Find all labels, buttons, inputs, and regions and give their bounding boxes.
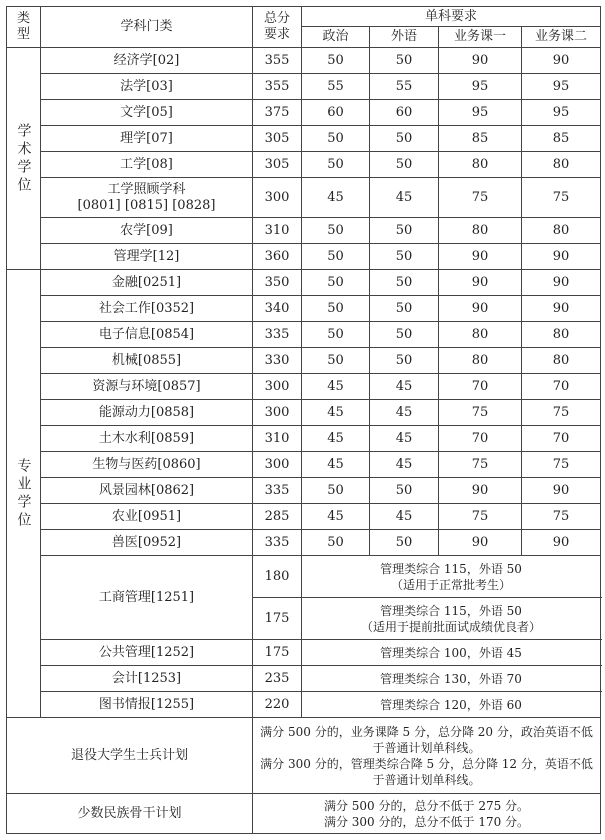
foreign-cell: 50 bbox=[370, 478, 439, 504]
c2-cell: 95 bbox=[522, 74, 601, 100]
subject-name: 工学[08] bbox=[120, 156, 173, 172]
c2-cell: 75 bbox=[522, 400, 601, 426]
note-line: （适用于正常批考生） bbox=[391, 577, 512, 592]
politics-cell: 45 bbox=[302, 426, 370, 452]
total-cell: 335 bbox=[253, 322, 302, 348]
table-row bbox=[7, 152, 601, 178]
header-course1: 业务课一 bbox=[439, 27, 522, 48]
total-cell: 305 bbox=[253, 152, 302, 178]
total-cell: 350 bbox=[253, 270, 302, 296]
subject-cell: 工商管理[1251] bbox=[41, 556, 253, 640]
foreign-cell: 45 bbox=[370, 374, 439, 400]
c2-cell: 90 bbox=[522, 244, 601, 270]
total-cell: 310 bbox=[253, 218, 302, 244]
foreign-cell: 50 bbox=[370, 348, 439, 374]
total-cell: 235 bbox=[253, 666, 302, 692]
c2-cell: 80 bbox=[522, 152, 601, 178]
politics-cell: 45 bbox=[302, 452, 370, 478]
total-cell: 335 bbox=[253, 478, 302, 504]
subject-name: 工学照顾学科 bbox=[107, 181, 186, 197]
politics-cell: 50 bbox=[302, 530, 370, 556]
c2-cell: 95 bbox=[522, 100, 601, 126]
subject-cell: 兽医[0952] bbox=[41, 530, 253, 556]
table-row bbox=[7, 452, 601, 478]
table-row bbox=[7, 400, 601, 426]
total-cell: 305 bbox=[253, 126, 302, 152]
total-cell: 335 bbox=[253, 530, 302, 556]
note-line: 管理类综合 115，外语 50 bbox=[380, 603, 522, 618]
table-row bbox=[7, 640, 601, 666]
politics-cell: 45 bbox=[302, 504, 370, 530]
politics-cell: 45 bbox=[302, 178, 370, 218]
foreign-cell: 60 bbox=[370, 100, 439, 126]
c1-cell: 90 bbox=[439, 478, 522, 504]
c1-cell: 90 bbox=[439, 270, 522, 296]
foreign-cell: 45 bbox=[370, 400, 439, 426]
note-line: 满分 500 分的，总分不低于 275 分。 bbox=[323, 798, 530, 813]
politics-cell: 50 bbox=[302, 348, 370, 374]
c2-cell: 90 bbox=[522, 296, 601, 322]
subject-cell: 风景园林[0862] bbox=[41, 478, 253, 504]
table-row bbox=[7, 556, 601, 598]
c1-cell: 70 bbox=[439, 374, 522, 400]
note-line: 于普通计划单科线。 bbox=[372, 772, 481, 787]
politics-cell: 50 bbox=[302, 152, 370, 178]
foreign-cell: 50 bbox=[370, 244, 439, 270]
politics-cell: 45 bbox=[302, 400, 370, 426]
table-row bbox=[7, 296, 601, 322]
c2-cell: 70 bbox=[522, 426, 601, 452]
subject-name: 经济学[02] bbox=[113, 52, 180, 68]
c1-cell: 75 bbox=[439, 504, 522, 530]
header-politics: 政治 bbox=[302, 27, 370, 48]
total-cell: 175 bbox=[253, 598, 302, 640]
c1-cell: 80 bbox=[439, 218, 522, 244]
header-total: 总分 要求 bbox=[253, 7, 302, 48]
subject-cell: 电子信息[0854] bbox=[41, 322, 253, 348]
note-cell bbox=[302, 556, 601, 598]
c2-cell: 80 bbox=[522, 218, 601, 244]
c2-cell: 80 bbox=[522, 322, 601, 348]
subject-cell: 土木水利[0859] bbox=[41, 426, 253, 452]
foreign-cell: 45 bbox=[370, 504, 439, 530]
politics-cell: 50 bbox=[302, 296, 370, 322]
foreign-cell: 45 bbox=[370, 426, 439, 452]
subject-cell bbox=[41, 244, 253, 270]
subject-name: 文学[05] bbox=[120, 104, 173, 120]
total-cell: 300 bbox=[253, 400, 302, 426]
header-single: 单科要求 bbox=[302, 7, 601, 27]
subject-cell bbox=[41, 152, 253, 178]
table-row bbox=[7, 126, 601, 152]
table-row bbox=[7, 666, 601, 692]
note-cell bbox=[253, 794, 601, 834]
subject-cell bbox=[41, 178, 253, 218]
table-row bbox=[7, 426, 601, 452]
table-row bbox=[7, 374, 601, 400]
subject-cell: 机械[0855] bbox=[41, 348, 253, 374]
subject-cell: 农业[0951] bbox=[41, 504, 253, 530]
note-line: 满分 300 分的，总分不低于 170 分。 bbox=[323, 814, 530, 829]
total-cell: 175 bbox=[253, 640, 302, 666]
c1-cell: 75 bbox=[439, 178, 522, 218]
c1-cell: 80 bbox=[439, 322, 522, 348]
c1-cell: 90 bbox=[439, 244, 522, 270]
c1-cell: 75 bbox=[439, 452, 522, 478]
c1-cell: 95 bbox=[439, 100, 522, 126]
table-row bbox=[7, 348, 601, 374]
table-row bbox=[7, 478, 601, 504]
foreign-cell: 45 bbox=[370, 452, 439, 478]
foreign-cell: 50 bbox=[370, 126, 439, 152]
foreign-cell: 50 bbox=[370, 296, 439, 322]
table-row bbox=[7, 504, 601, 530]
subject-cell bbox=[41, 126, 253, 152]
note-cell: 管理类综合 120，外语 60 bbox=[302, 692, 601, 718]
politics-cell: 60 bbox=[302, 100, 370, 126]
total-cell: 355 bbox=[253, 74, 302, 100]
table-row bbox=[7, 692, 601, 718]
foreign-cell: 55 bbox=[370, 74, 439, 100]
c2-cell: 90 bbox=[522, 530, 601, 556]
plan-label: 退役大学生士兵计划 bbox=[7, 718, 253, 794]
foreign-cell: 50 bbox=[370, 270, 439, 296]
table-row bbox=[7, 530, 601, 556]
section-academic-label: 学术学位 bbox=[7, 48, 41, 270]
total-cell: 300 bbox=[253, 452, 302, 478]
foreign-cell: 50 bbox=[370, 322, 439, 348]
subject-cell bbox=[41, 74, 253, 100]
foreign-cell: 50 bbox=[370, 48, 439, 74]
note-cell bbox=[302, 598, 601, 640]
header-course2: 业务课二 bbox=[522, 27, 601, 48]
subject-cell: 公共管理[1252] bbox=[41, 640, 253, 666]
total-cell: 300 bbox=[253, 374, 302, 400]
table-row bbox=[7, 322, 601, 348]
note-line: 管理类综合 115，外语 50 bbox=[380, 561, 522, 576]
politics-cell: 50 bbox=[302, 270, 370, 296]
c2-cell: 85 bbox=[522, 126, 601, 152]
politics-cell: 45 bbox=[302, 374, 370, 400]
subject-codes: [0801] [0815] [0828] bbox=[77, 197, 216, 213]
note-line: 满分 500 分的，业务课降 5 分，总分降 20 分，政治英语不低 bbox=[260, 724, 593, 739]
c1-cell: 90 bbox=[439, 48, 522, 74]
c2-cell: 75 bbox=[522, 504, 601, 530]
note-cell: 管理类综合 100，外语 45 bbox=[302, 640, 601, 666]
total-cell: 340 bbox=[253, 296, 302, 322]
c2-cell: 90 bbox=[522, 270, 601, 296]
c1-cell: 75 bbox=[439, 400, 522, 426]
table-row bbox=[7, 74, 601, 100]
c1-cell: 80 bbox=[439, 348, 522, 374]
header-type: 类 型 bbox=[7, 7, 41, 48]
c1-cell: 90 bbox=[439, 530, 522, 556]
subject-cell: 社会工作[0352] bbox=[41, 296, 253, 322]
c2-cell: 75 bbox=[522, 452, 601, 478]
subject-name: 农学[09] bbox=[120, 222, 173, 238]
table-row bbox=[7, 718, 601, 794]
politics-cell: 50 bbox=[302, 244, 370, 270]
score-requirements-table bbox=[6, 6, 601, 834]
total-cell: 220 bbox=[253, 692, 302, 718]
subject-cell: 能源动力[0858] bbox=[41, 400, 253, 426]
c1-cell: 85 bbox=[439, 126, 522, 152]
c2-cell: 75 bbox=[522, 178, 601, 218]
total-cell: 375 bbox=[253, 100, 302, 126]
subject-cell: 生物与医药[0860] bbox=[41, 452, 253, 478]
header-foreign: 外语 bbox=[370, 27, 439, 48]
table-row bbox=[7, 270, 601, 296]
c2-cell: 70 bbox=[522, 374, 601, 400]
section-professional-label: 专业学位 bbox=[7, 270, 41, 718]
c2-cell: 90 bbox=[522, 478, 601, 504]
table-row bbox=[7, 100, 601, 126]
subject-name: 管理学[12] bbox=[113, 248, 180, 264]
table-row bbox=[7, 218, 601, 244]
note-line: （适用于提前批面试成绩优良者） bbox=[361, 619, 542, 634]
subject-cell: 金融[0251] bbox=[41, 270, 253, 296]
foreign-cell: 50 bbox=[370, 530, 439, 556]
foreign-cell: 45 bbox=[370, 178, 439, 218]
c2-cell: 80 bbox=[522, 348, 601, 374]
total-cell: 285 bbox=[253, 504, 302, 530]
subject-cell: 资源与环境[0857] bbox=[41, 374, 253, 400]
politics-cell: 50 bbox=[302, 478, 370, 504]
total-cell: 330 bbox=[253, 348, 302, 374]
subject-name: 理学[07] bbox=[120, 130, 173, 146]
total-cell: 355 bbox=[253, 48, 302, 74]
politics-cell: 50 bbox=[302, 218, 370, 244]
note-line: 满分 300 分的，管理类综合降 5 分，总分降 12 分，英语不低 bbox=[260, 756, 593, 771]
subject-name: 法学[03] bbox=[120, 78, 173, 94]
header-subject: 学科门类 bbox=[41, 7, 253, 48]
note-cell: 管理类综合 130，外语 70 bbox=[302, 666, 601, 692]
total-cell: 360 bbox=[253, 244, 302, 270]
table-row bbox=[7, 48, 601, 74]
foreign-cell: 50 bbox=[370, 218, 439, 244]
table-row bbox=[7, 794, 601, 834]
politics-cell: 50 bbox=[302, 126, 370, 152]
c1-cell: 80 bbox=[439, 152, 522, 178]
subject-cell: 会计[1253] bbox=[41, 666, 253, 692]
c1-cell: 70 bbox=[439, 426, 522, 452]
plan-label: 少数民族骨干计划 bbox=[7, 794, 253, 834]
foreign-cell: 50 bbox=[370, 152, 439, 178]
note-cell bbox=[253, 718, 601, 794]
subject-cell: 图书情报[1255] bbox=[41, 692, 253, 718]
c2-cell: 90 bbox=[522, 48, 601, 74]
total-cell: 180 bbox=[253, 556, 302, 598]
politics-cell: 55 bbox=[302, 74, 370, 100]
table-row bbox=[7, 178, 601, 218]
c1-cell: 90 bbox=[439, 296, 522, 322]
note-line: 于普通计划单科线。 bbox=[372, 740, 481, 755]
subject-cell bbox=[41, 100, 253, 126]
table-row bbox=[7, 244, 601, 270]
subject-cell bbox=[41, 48, 253, 74]
politics-cell: 50 bbox=[302, 48, 370, 74]
c1-cell: 95 bbox=[439, 74, 522, 100]
total-cell: 310 bbox=[253, 426, 302, 452]
politics-cell: 50 bbox=[302, 322, 370, 348]
subject-cell bbox=[41, 218, 253, 244]
total-cell: 300 bbox=[253, 178, 302, 218]
